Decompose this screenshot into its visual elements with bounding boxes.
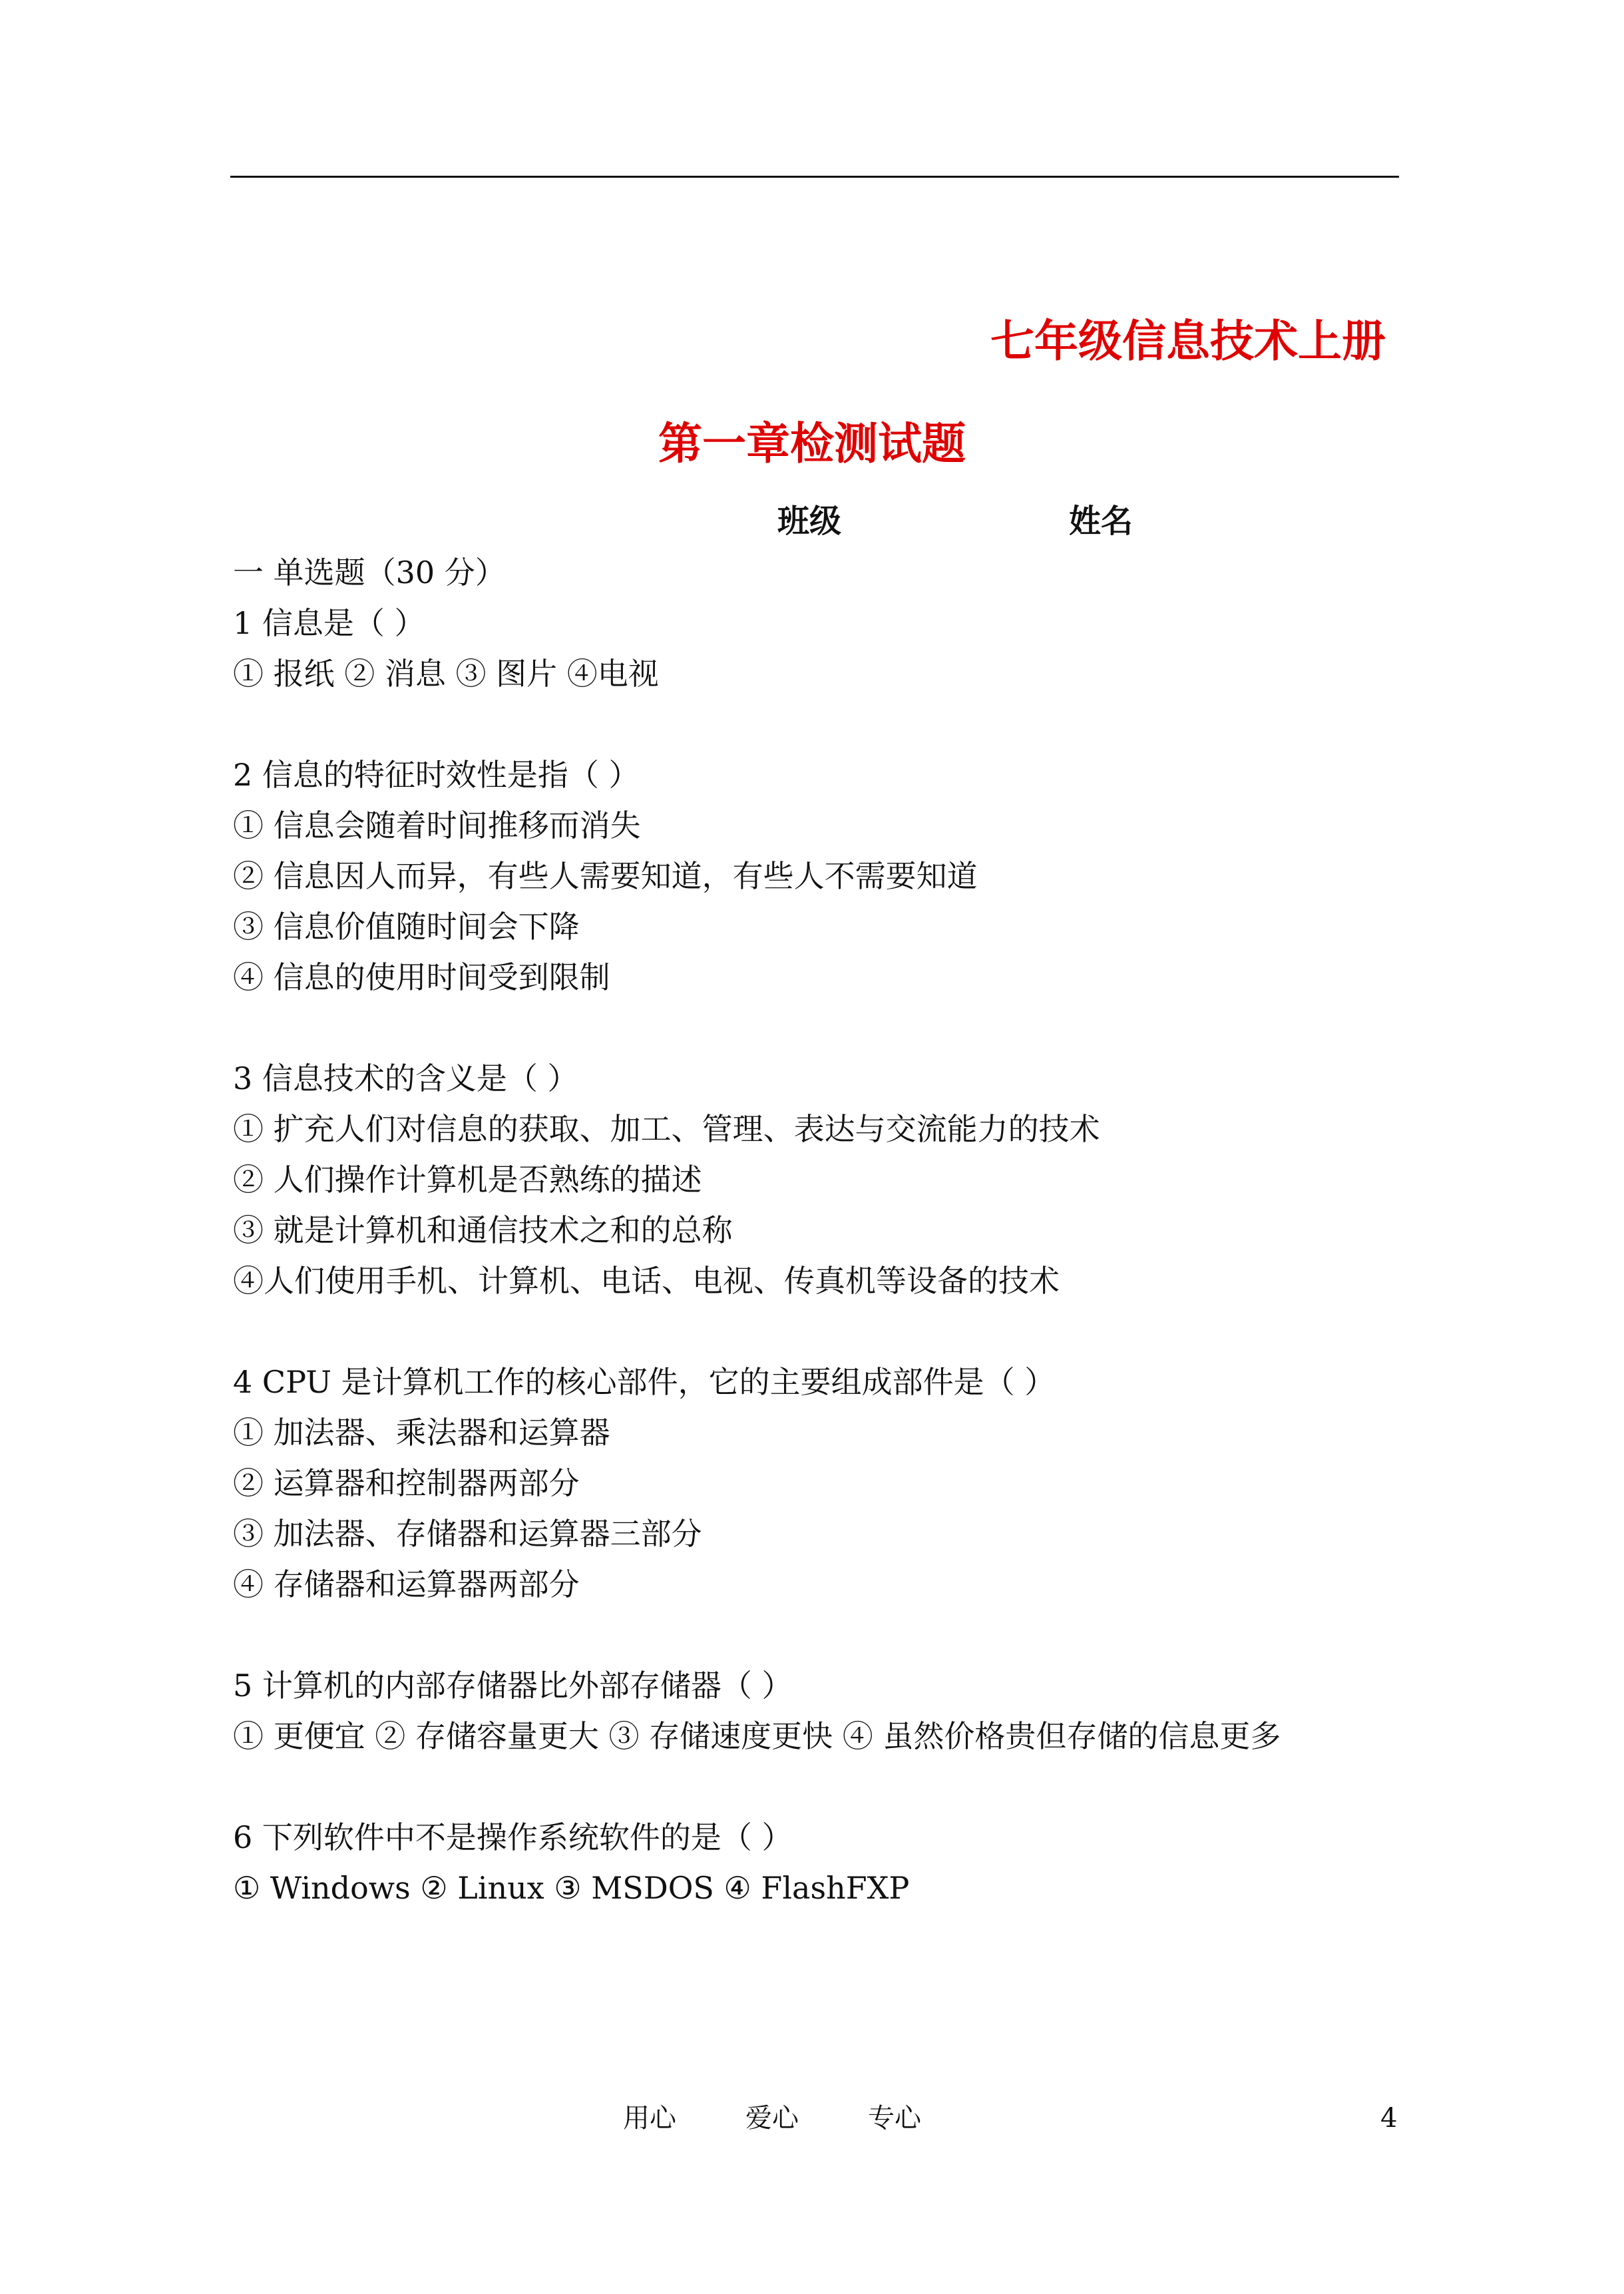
question-option: ① 信息会随着时间推移而消失 <box>233 807 641 843</box>
question-option: ① 扩充人们对信息的获取、加工、管理、表达与交流能力的技术 <box>233 1111 1100 1147</box>
section-heading: 一 单选题（30 分） <box>233 555 506 590</box>
document-title: 七年级信息技术上册 <box>990 316 1386 367</box>
footer-motto-word: 用心 <box>623 2103 676 2134</box>
spacer <box>233 1761 1404 1812</box>
question-option: ② 信息因人而异，有些人需要知道，有些人不需要知道 <box>233 858 978 894</box>
spacer <box>233 1306 1404 1357</box>
question-list <box>233 547 1404 1913</box>
question-option: ③ 信息价值随时间会下降 <box>233 909 580 945</box>
question-stem: 6 下列软件中不是操作系统软件的是（ ） <box>233 1819 793 1855</box>
question-stem: 2 信息的特征时效性是指（ ） <box>233 757 640 793</box>
question-option: ② 人们操作计算机是否熟练的描述 <box>233 1162 702 1198</box>
spacer <box>233 1610 1404 1660</box>
footer-motto-word: 专心 <box>868 2103 921 2134</box>
question-option: ③ 加法器、存储器和运算器三部分 <box>233 1516 702 1552</box>
page-number: 4 <box>1380 2103 1398 2134</box>
name-label: 姓名 <box>1069 503 1133 540</box>
footer-motto <box>623 2098 921 2138</box>
question-stem: 1 信息是（ ） <box>233 605 425 641</box>
question-option: ④ 信息的使用时间受到限制 <box>233 959 610 995</box>
class-label: 班级 <box>777 503 842 540</box>
question-stem: 3 信息技术的含义是（ ） <box>233 1060 578 1096</box>
spacer <box>233 699 1404 750</box>
question-options: ① 更便宜 ② 存储容量更大 ③ 存储速度更快 ④ 虽然价格贵但存储的信息更多 <box>233 1718 1281 1754</box>
question-stem: 4 CPU 是计算机工作的核心部件，它的主要组成部件是（ ） <box>233 1364 1056 1400</box>
spacer <box>233 1003 1404 1053</box>
question-option: ④ 存储器和运算器两部分 <box>233 1566 580 1602</box>
document-subtitle: 第一章检测试题 <box>658 418 966 469</box>
question-stem: 5 计算机的内部存储器比外部存储器（ ） <box>233 1668 793 1704</box>
question-options: ① 报纸 ② 消息 ③ 图片 ④电视 <box>233 656 659 692</box>
header-rule <box>230 176 1399 178</box>
question-option: ③ 就是计算机和通信技术之和的总称 <box>233 1212 733 1248</box>
question-option: ④人们使用手机、计算机、电话、电视、传真机等设备的技术 <box>233 1263 1060 1299</box>
question-option: ① 加法器、乘法器和运算器 <box>233 1415 610 1451</box>
question-options: ① Windows ② Linux ③ MSDOS ④ FlashFXP <box>233 1870 910 1906</box>
question-option: ② 运算器和控制器两部分 <box>233 1465 580 1501</box>
footer-motto-word: 爱心 <box>745 2103 799 2134</box>
